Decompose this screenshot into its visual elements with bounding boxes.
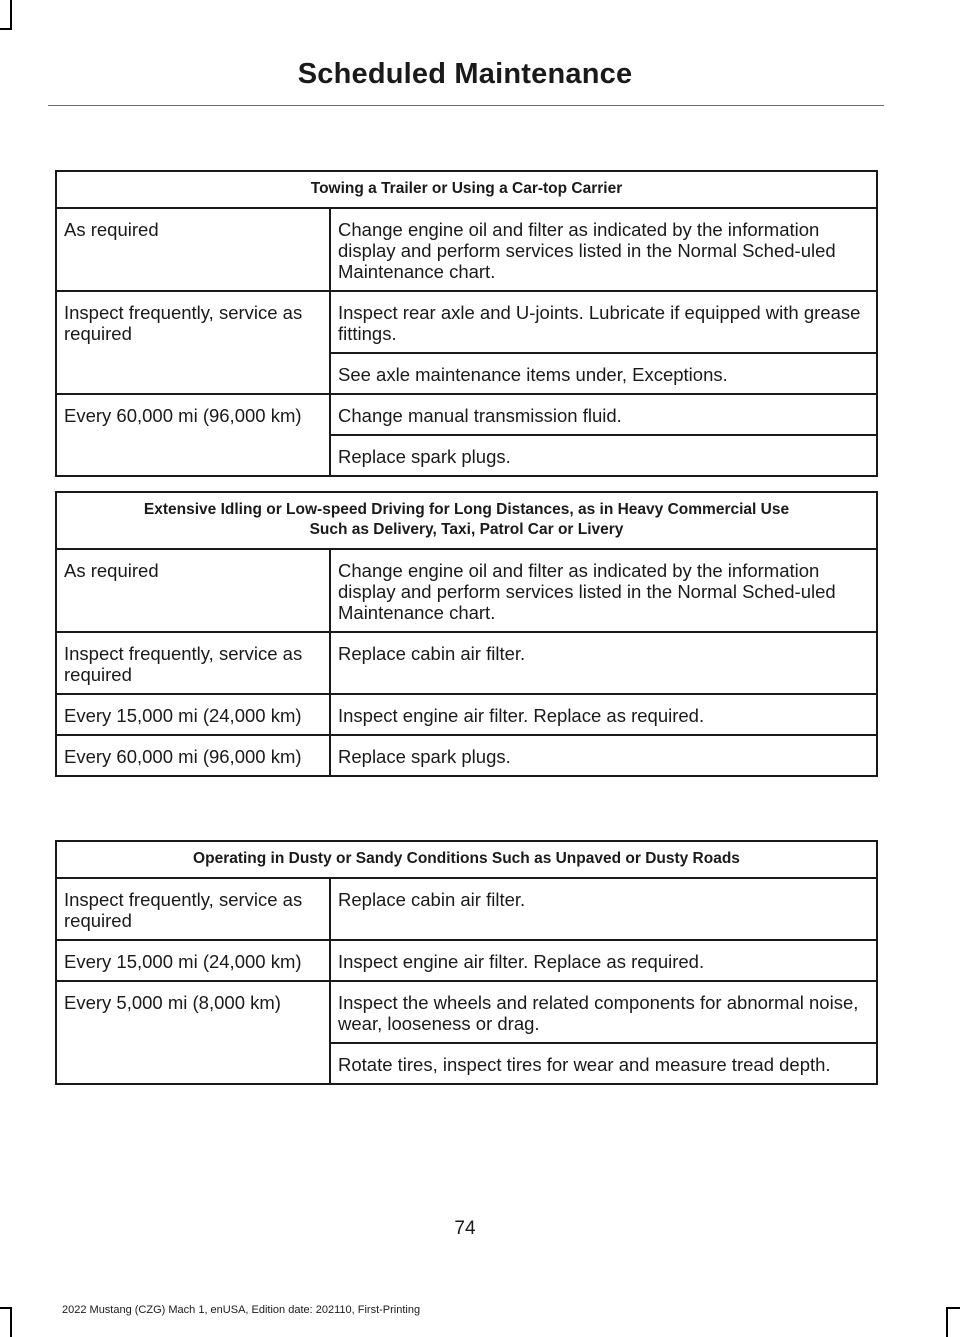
table-row [56, 394, 877, 435]
table-row [56, 291, 877, 353]
task-cell: Change engine oil and filter as indicated by the information display and perform services listed in the Normal Sched-uled Maintenance chart. [330, 208, 877, 291]
task-cell: See axle maintenance items under, Exceptions. [330, 353, 877, 394]
table-row [56, 981, 877, 1043]
interval-cell: Inspect frequently, service as required [56, 878, 330, 940]
crop-mark [10, 1307, 12, 1337]
table-row [56, 694, 877, 735]
page-number: 74 [454, 1218, 476, 1239]
table-heading: Operating in Dusty or Sandy Conditions Such as Unpaved or Dusty Roads [56, 841, 877, 878]
task-cell: Change engine oil and filter as indicated by the information display and perform services listed in the Normal Sched-uled Maintenance chart. [330, 549, 877, 632]
crop-mark [946, 1307, 948, 1337]
table-row [56, 549, 877, 632]
task-cell: Inspect rear axle and U-joints. Lubricate if equipped with grease fittings. [330, 291, 877, 353]
task-cell: Replace cabin air filter. [330, 632, 877, 694]
task-cell: Inspect engine air filter. Replace as required. [330, 940, 877, 981]
task-cell: Replace cabin air filter. [330, 878, 877, 940]
crop-mark [10, 0, 12, 30]
task-cell: Inspect engine air filter. Replace as required. [330, 694, 877, 735]
interval-cell: Every 15,000 mi (24,000 km) [56, 694, 330, 735]
interval-cell: As required [56, 208, 330, 291]
table-heading-line: Such as Delivery, Taxi, Patrol Car or Livery [309, 521, 624, 538]
edition-footer: 2022 Mustang (CZG) Mach 1, enUSA, Edition date: 202110, First-Printing [62, 1304, 421, 1316]
interval-cell: Every 5,000 mi (8,000 km) [56, 981, 330, 1084]
table-header-row [56, 171, 877, 208]
crop-mark [0, 1307, 12, 1309]
maintenance-table-towing [55, 170, 878, 477]
table-heading [56, 492, 877, 549]
task-cell: Replace spark plugs. [330, 435, 877, 476]
table-row [56, 940, 877, 981]
interval-cell: Every 60,000 mi (96,000 km) [56, 735, 330, 776]
title-divider [48, 105, 884, 106]
task-cell: Rotate tires, inspect tires for wear and measure tread depth. [330, 1043, 877, 1084]
interval-cell: Every 15,000 mi (24,000 km) [56, 940, 330, 981]
table-header-row [56, 492, 877, 549]
page-title: Scheduled Maintenance [297, 58, 633, 90]
task-cell: Inspect the wheels and related components for abnormal noise, wear, looseness or drag. [330, 981, 877, 1043]
interval-cell: Inspect frequently, service as required [56, 632, 330, 694]
table-row [56, 878, 877, 940]
table-row [56, 208, 877, 291]
task-cell: Change manual transmission fluid. [330, 394, 877, 435]
crop-mark [946, 1307, 960, 1309]
interval-cell: Every 60,000 mi (96,000 km) [56, 394, 330, 476]
table-row [56, 735, 877, 776]
maintenance-table-idling [55, 491, 878, 777]
table-heading-line: Extensive Idling or Low-speed Driving for Long Distances, as in Heavy Commercial Use [143, 501, 790, 518]
maintenance-table-dusty [55, 840, 878, 1085]
task-cell: Replace spark plugs. [330, 735, 877, 776]
table-header-row [56, 841, 877, 878]
interval-cell: As required [56, 549, 330, 632]
interval-cell: Inspect frequently, service as required [56, 291, 330, 394]
crop-mark [0, 28, 12, 30]
table-heading: Towing a Trailer or Using a Car-top Carrier [56, 171, 877, 208]
table-row [56, 632, 877, 694]
